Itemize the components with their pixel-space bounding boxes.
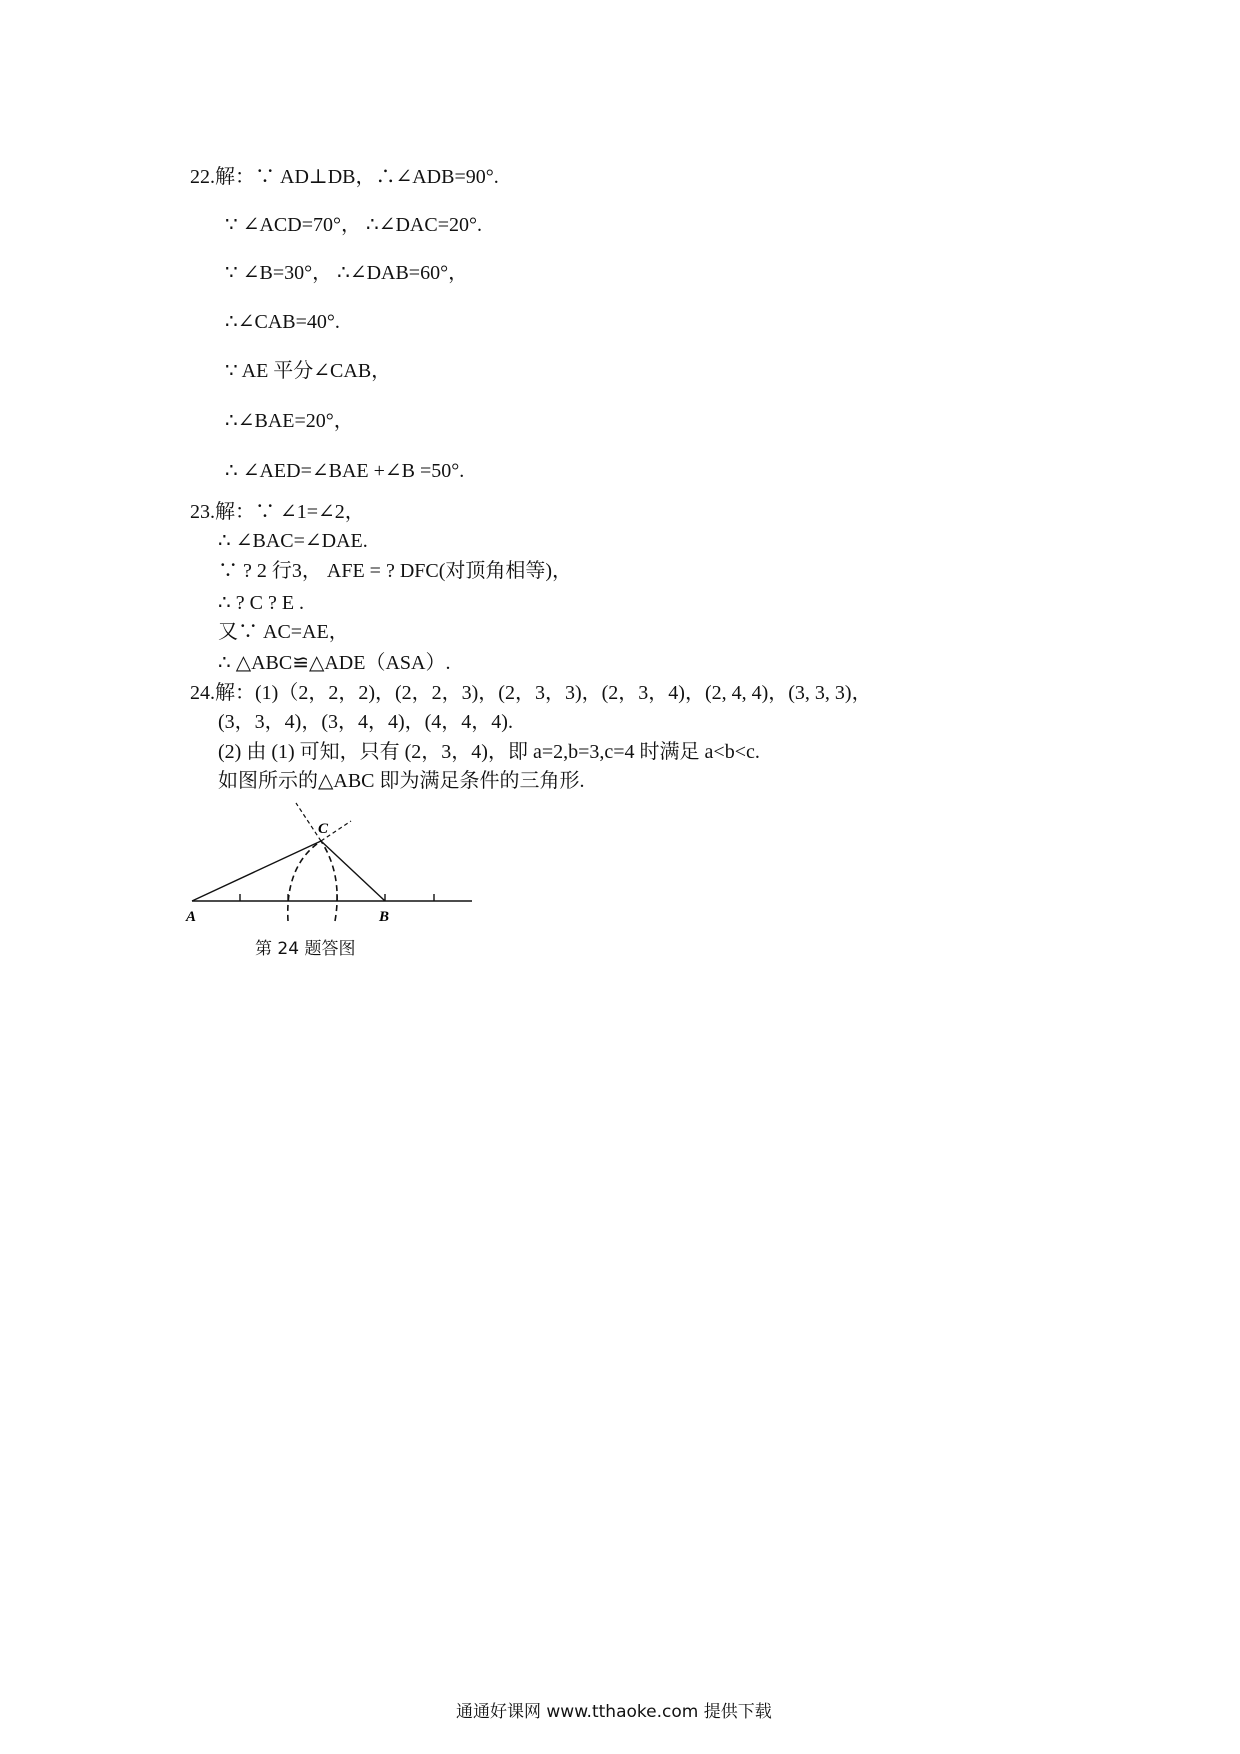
q24-line-2: (3，3，4)，(3，4，4)，(4，4，4). <box>218 711 513 733</box>
label-c: C <box>318 821 329 837</box>
q23-line-6: ∴ △ABC≌△ADE（ASA）. <box>218 652 451 674</box>
q23-line-5: 又∵ AC=AE， <box>218 621 349 643</box>
label-b: B <box>379 909 390 925</box>
q23-line-1: 23.解：∵ ∠1=∠2， <box>190 501 365 523</box>
label-a: A <box>186 909 197 925</box>
q24-line-3: (2) 由 (1) 可知，只有 (2，3，4)，即 a=2,b=3,c=4 时满足 a<b<c. <box>218 741 760 763</box>
side-ac <box>192 841 321 901</box>
triangle-construction-figure <box>180 795 480 925</box>
q23-line-4: ∴ ? C ? E . <box>218 592 305 614</box>
side-bc <box>321 841 385 901</box>
figure-caption: 第 24 题答图 <box>255 939 356 959</box>
q22-line-1: 22.解：∵ AD⊥DB，∴∠ADB=90°. <box>190 166 499 188</box>
q22-line-3: ∵ ∠B=30°， ∴∠DAB=60°， <box>225 262 469 284</box>
q23-line-2: ∴ ∠BAC=∠DAE. <box>218 530 368 552</box>
construction-arc-left <box>288 841 321 921</box>
q22-line-4: ∴∠CAB=40°. <box>225 311 340 333</box>
q24-line-4: 如图所示的△ABC 即为满足条件的三角形. <box>218 770 585 792</box>
q22-line-6: ∴∠BAE=20°， <box>225 410 354 432</box>
q24-line-1: 24.解：(1)（2，2，2)，(2，2，3)，(2，3，3)，(2，3，4)，(2, 4, 4)，(3, 3, 3)， <box>190 682 872 704</box>
q22-line-7: ∴ ∠AED=∠BAE +∠B =50°. <box>225 460 465 482</box>
q22-line-2: ∵ ∠ACD=70°， ∴∠DAC=20°. <box>225 214 482 236</box>
q23-line-3: ∵ ? 2 行3， AFE = ? DFC(对顶角相等)， <box>218 560 573 582</box>
q22-line-5: ∵ AE 平分∠CAB， <box>225 360 392 382</box>
footer-source: 通通好课网 www.tthaoke.com 提供下载 <box>456 1702 772 1722</box>
